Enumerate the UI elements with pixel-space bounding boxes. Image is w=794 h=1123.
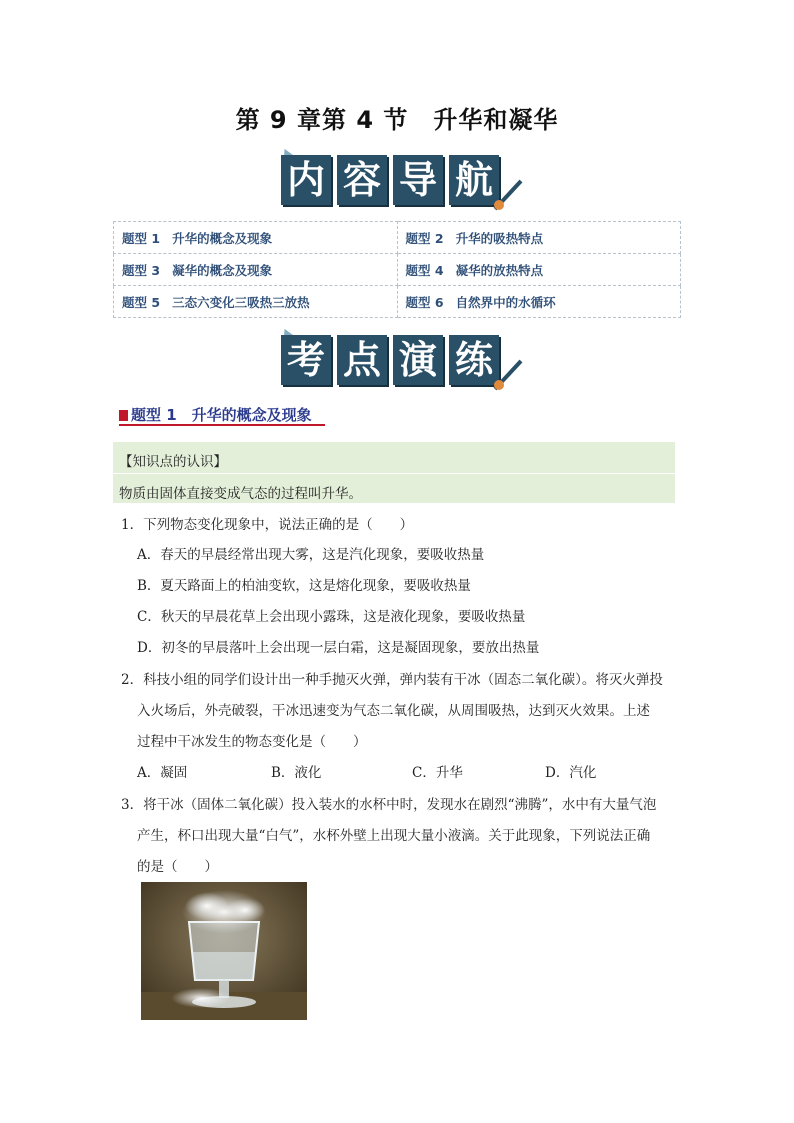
table-row [114, 222, 681, 254]
table-row [114, 254, 681, 286]
nav-cell-topic-5[interactable] [114, 286, 398, 318]
page-title: 第 9 章第 4 节 升华和凝华 [235, 106, 559, 134]
question-2-stem-line-3: 过程中干冰发生的物态变化是（ ） [137, 734, 367, 750]
question-1-stem: 1．下列物态变化现象中，说法正确的是（ ） [121, 517, 414, 533]
section-heading [119, 404, 312, 425]
topic-label: 三态六变化三吸热三放热 [172, 294, 310, 310]
topic-navigation-table [113, 221, 681, 318]
question-1-option-b[interactable]: B．夏天路面上的柏油变软，这是熔化现象，要吸收热量 [137, 578, 471, 594]
banner-char: 导 [393, 155, 443, 205]
question-3-stem-line-2: 产生，杯口出现大量“白气”，水杯外壁上出现大量小液滴。关于此现象，下列说法正确 [137, 828, 651, 844]
pen-icon [491, 357, 527, 393]
knowledge-box [113, 442, 675, 503]
nav-cell-topic-6[interactable] [397, 286, 681, 318]
banner-char: 容 [337, 155, 387, 205]
section-underline [119, 424, 325, 426]
question-2-option-c[interactable]: C．升华 [412, 765, 463, 781]
table-row [114, 286, 681, 318]
topic-label: 升华的吸热特点 [455, 230, 544, 246]
nav-cell-topic-3[interactable] [114, 254, 398, 286]
banner-char: 练 [449, 335, 499, 385]
nav-cell-topic-2[interactable] [397, 222, 681, 254]
question-2-option-d[interactable]: D．汽化 [545, 765, 597, 781]
question-2-stem-line-2: 入火场后，外壳破裂，干冰迅速变为气态二氧化碳，从周围吸热，达到灭火效果。上述 [137, 703, 650, 719]
banner-char: 考 [281, 335, 331, 385]
topic-tag: 题型 4 [405, 262, 444, 278]
question-1-option-c[interactable]: C．秋天的早晨花草上会出现小露珠，这是液化现象，要吸收热量 [137, 609, 526, 625]
banner-char: 航 [449, 155, 499, 205]
glass-illustration-icon [141, 882, 307, 1020]
question-2-option-a[interactable]: A．凝固 [137, 765, 188, 781]
dry-ice-glass-photo [141, 882, 307, 1020]
section-heading-text: 题型 1 升华的概念及现象 [131, 406, 312, 424]
topic-tag: 题型 5 [122, 294, 161, 310]
nav-cell-topic-1[interactable] [114, 222, 398, 254]
pen-icon [491, 177, 527, 213]
question-3-stem-line-3: 的是（ ） [137, 859, 218, 875]
topic-label: 自然界中的水循环 [455, 294, 556, 310]
banner-char: 演 [393, 335, 443, 385]
question-1-option-a[interactable]: A．春天的早晨经常出现大雾，这是汽化现象，要吸收热量 [137, 547, 485, 563]
knowledge-body: 物质由固体直接变成气态的过程叫升华。 [119, 486, 362, 502]
topic-tag: 题型 1 [122, 230, 161, 246]
knowledge-title: 【知识点的认识】 [119, 454, 227, 470]
topic-label: 升华的概念及现象 [172, 230, 273, 246]
knowledge-divider [113, 473, 675, 474]
banner-char: 点 [337, 335, 387, 385]
topic-tag: 题型 2 [405, 230, 444, 246]
topic-label: 凝华的概念及现象 [172, 262, 273, 278]
nav-cell-topic-4[interactable] [397, 254, 681, 286]
question-2-option-b[interactable]: B．液化 [271, 765, 322, 781]
content-navigation-banner [277, 153, 517, 209]
question-1-option-d[interactable]: D．初冬的早晨落叶上会出现一层白霜，这是凝固现象，要放出热量 [137, 640, 540, 656]
practice-banner [277, 333, 517, 389]
topic-label: 凝华的放热特点 [455, 262, 544, 278]
banner-char: 内 [281, 155, 331, 205]
topic-tag: 题型 6 [405, 294, 444, 310]
topic-tag: 题型 3 [122, 262, 161, 278]
red-square-icon [119, 410, 128, 421]
question-3-stem-line-1: 3．将干冰（固体二氧化碳）投入装水的水杯中时，发现水在剧烈“沸腾”，水中有大量气泡 [121, 797, 657, 813]
question-2-stem-line-1: 2．科技小组的同学们设计出一种手抛灭火弹，弹内装有干冰（固态二氧化碳）。将灭火弹投 [121, 672, 663, 688]
